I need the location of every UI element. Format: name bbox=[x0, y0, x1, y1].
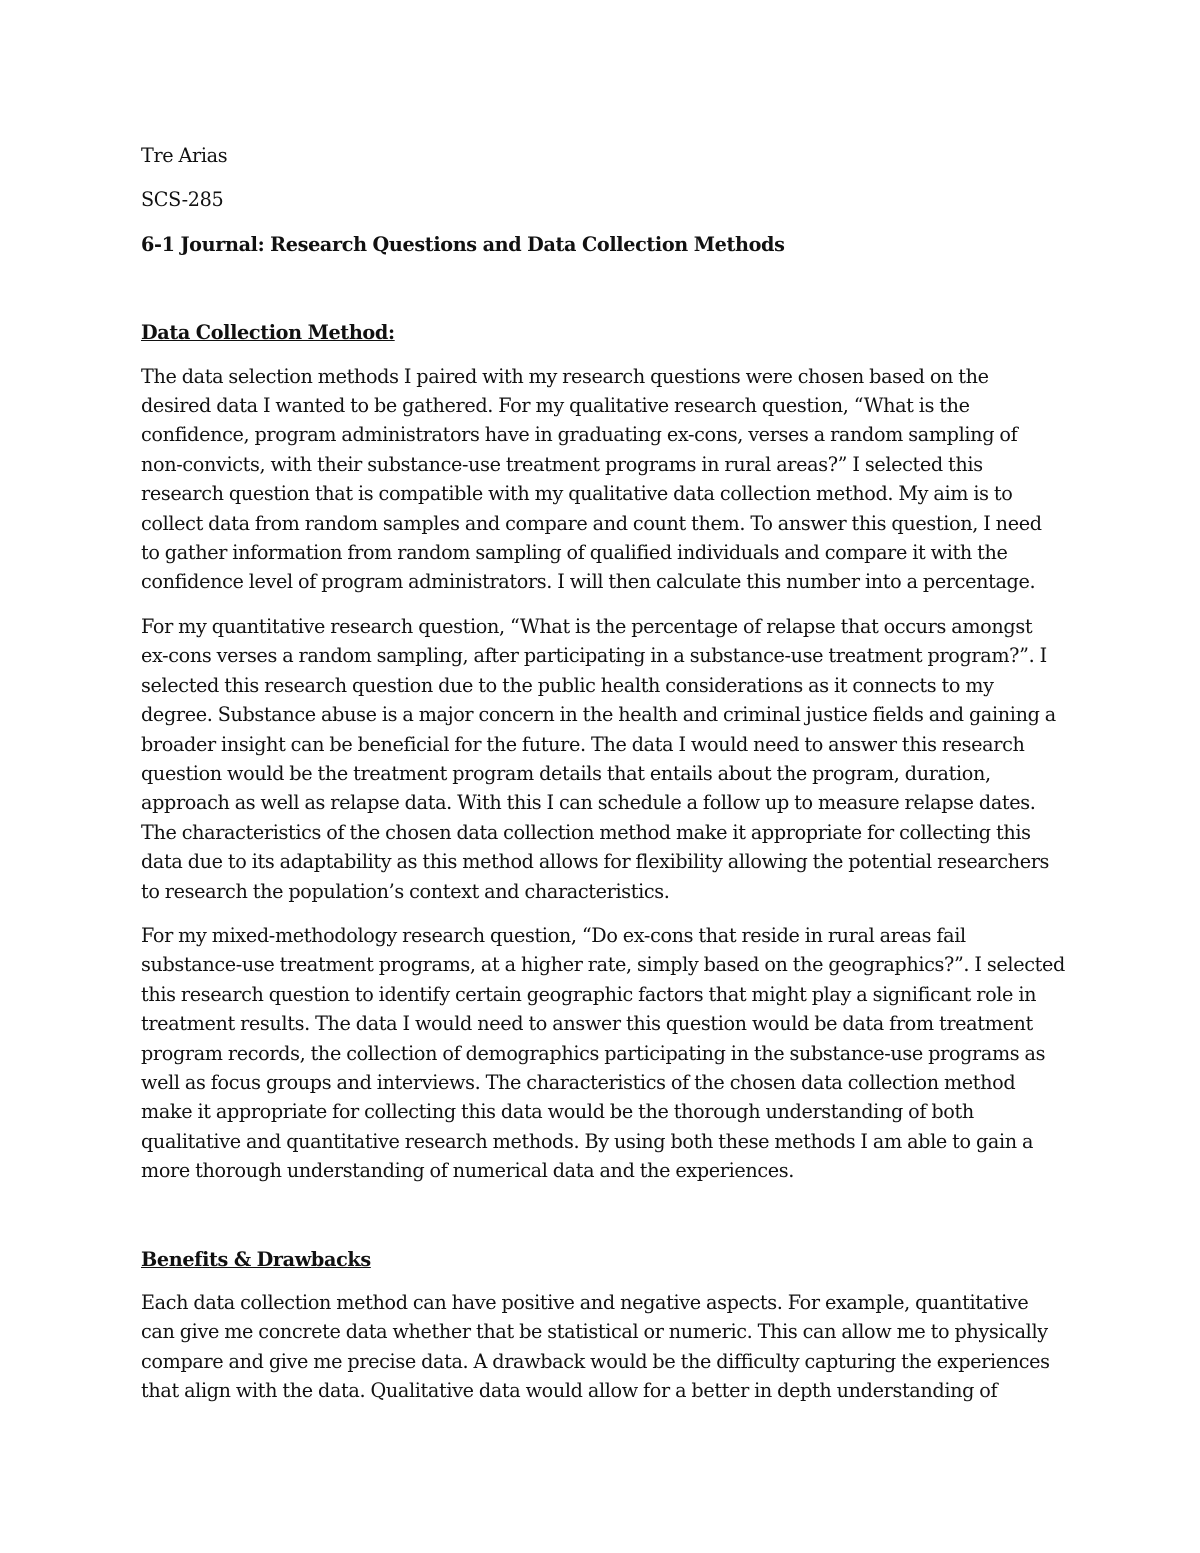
paragraph-benefits bbox=[141, 1288, 1061, 1406]
text-line: The data selection methods I paired with my research questions were chosen based on the bbox=[141, 364, 989, 388]
text-line: to research the population’s context and characteristics. bbox=[141, 879, 670, 903]
text-line: For my mixed-methodology research question, “Do ex-cons that reside in rural areas fail bbox=[141, 923, 966, 947]
paragraph-qualitative bbox=[141, 362, 1061, 597]
text-line: to gather information from random sampling of qualified individuals and compare it with the bbox=[141, 541, 1008, 565]
paragraph-quantitative bbox=[141, 612, 1061, 906]
course-code: SCS-285 bbox=[141, 188, 224, 212]
text-line: that align with the data. Qualitative data would allow for a better in depth understanding of bbox=[141, 1379, 998, 1403]
text-line: Each data collection method can have positive and negative aspects. For example, quantitative bbox=[141, 1291, 1029, 1314]
document-title: 6-1 Journal: Research Questions and Data Collection Methods bbox=[141, 232, 785, 256]
text-line: ex-cons verses a random sampling, after participating in a substance-use treatment program?”. I bbox=[141, 644, 1047, 668]
text-line: qualitative and quantitative research methods. By using both these methods I am able to gain a bbox=[141, 1129, 1034, 1153]
text-line: treatment results. The data I would need to answer this question would be data from treatment bbox=[141, 1012, 1033, 1036]
text-line: data due to its adaptability as this method allows for flexibility allowing the potential researchers bbox=[141, 850, 1050, 874]
text-line: confidence level of program administrators. I will then calculate this number into a percentage. bbox=[141, 570, 1036, 594]
text-line: substance-use treatment programs, at a higher rate, simply based on the geographics?”. I selected bbox=[141, 953, 1065, 977]
text-line: more thorough understanding of numerical data and the experiences. bbox=[141, 1159, 795, 1183]
text-line: well as focus groups and interviews. The characteristics of the chosen data collection method bbox=[141, 1070, 1016, 1094]
text-line: collect data from random samples and compare and count them. To answer this question, I need bbox=[141, 511, 1042, 535]
text-line: For my quantitative research question, “What is the percentage of relapse that occurs amongst bbox=[141, 614, 1033, 638]
document-body bbox=[141, 141, 1065, 1421]
text-line: confidence, program administrators have in graduating ex-cons, verses a random sampling of bbox=[141, 423, 1018, 447]
text-line: The characteristics of the chosen data collection method make it appropriate for collecting this bbox=[141, 820, 1031, 844]
text-line: degree. Substance abuse is a major concern in the health and criminal justice fields and gaining a bbox=[141, 703, 1056, 727]
section-heading-data-collection: Data Collection Method: bbox=[141, 321, 395, 345]
text-line: approach as well as relapse data. With this I can schedule a follow up to measure relapse dates. bbox=[141, 791, 1036, 815]
author-name: Tre Arias bbox=[141, 144, 228, 167]
text-line: this research question to identify certain geographic factors that might play a significant role in bbox=[141, 982, 1037, 1006]
text-line: desired data I wanted to be gathered. For my qualitative research question, “What is the bbox=[141, 394, 970, 418]
text-line: program records, the collection of demographics participating in the substance-use programs as bbox=[141, 1041, 1046, 1065]
section-heading-benefits-drawbacks: Benefits & Drawbacks bbox=[141, 1247, 371, 1271]
paragraph-mixed-methodology bbox=[141, 921, 1065, 1186]
text-line: broader insight can be beneficial for the future. The data I would need to answer this research bbox=[141, 732, 1025, 756]
text-line: selected this research question due to the public health considerations as it connects to my bbox=[141, 673, 994, 697]
text-line: question would be the treatment program details that entails about the program, duration, bbox=[141, 761, 991, 785]
text-line: make it appropriate for collecting this data would be the thorough understanding of both bbox=[141, 1100, 974, 1124]
text-line: can give me concrete data whether that be statistical or numeric. This can allow me to physically bbox=[141, 1320, 1048, 1344]
text-line: research question that is compatible with my qualitative data collection method. My aim is to bbox=[141, 482, 1013, 506]
text-line: compare and give me precise data. A drawback would be the difficulty capturing the experiences bbox=[141, 1349, 1050, 1373]
text-line: non-convicts, with their substance-use treatment programs in rural areas?” I selected this bbox=[141, 452, 983, 476]
